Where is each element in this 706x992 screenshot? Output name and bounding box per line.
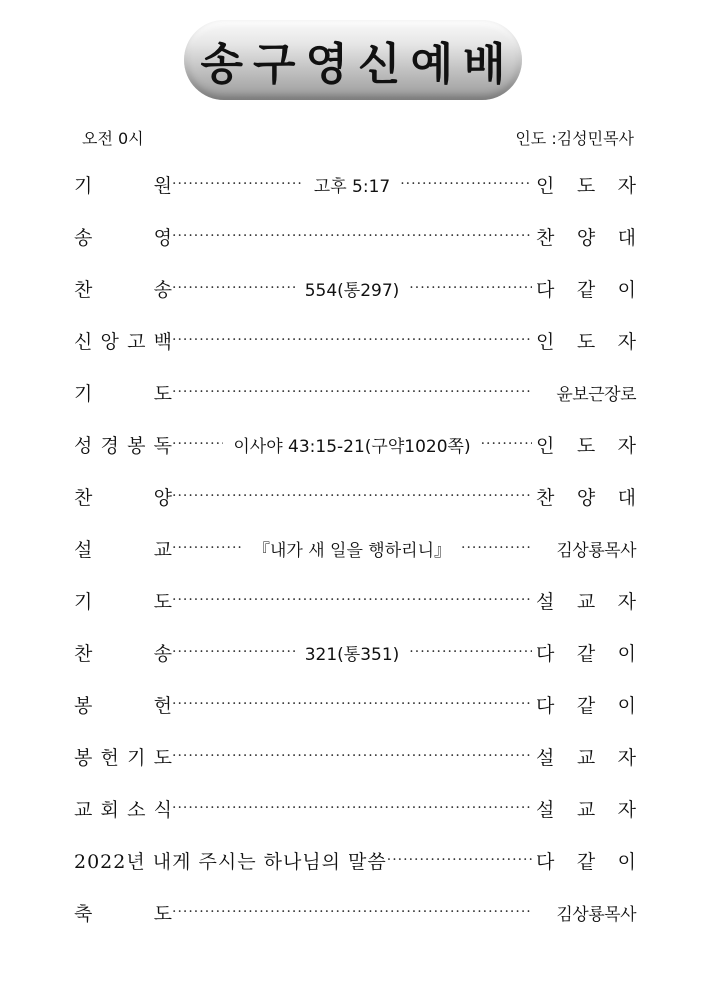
service-row	[74, 158, 636, 210]
title-banner	[184, 20, 522, 100]
row-responsible: 인 도 자	[536, 434, 636, 457]
row-responsible: 다 같 이	[536, 850, 636, 873]
row-label: 기 원	[74, 174, 172, 197]
service-row	[74, 678, 636, 730]
row-label: 찬 송	[74, 278, 172, 301]
row-content: 이사야 43:15-21(구약1020쪽)	[233, 436, 471, 457]
page-title: 송구영신예배	[200, 39, 516, 90]
row-content: 『내가 새 일을 행하리니』	[252, 540, 451, 561]
service-row	[74, 262, 636, 314]
service-leader: 인도 :김성민목사	[515, 129, 634, 148]
service-row	[74, 626, 636, 678]
leader-dots	[172, 748, 532, 764]
row-content: 554(통297)	[304, 280, 400, 301]
leader-dots	[172, 384, 532, 400]
service-row	[74, 522, 636, 574]
leader-dots	[172, 536, 532, 561]
service-row	[74, 210, 636, 262]
row-responsible: 인 도 자	[536, 330, 636, 353]
leader-dots	[172, 172, 532, 197]
row-responsible: 인 도 자	[536, 174, 636, 197]
leader-dots	[172, 696, 532, 712]
leader-dots	[172, 592, 532, 608]
row-responsible: 윤보근장로	[556, 384, 636, 405]
row-responsible: 김상룡목사	[556, 904, 636, 925]
service-row	[74, 418, 636, 470]
service-row	[74, 574, 636, 626]
leader-dots	[172, 228, 532, 244]
row-responsible: 김상룡목사	[556, 540, 636, 561]
service-row	[74, 886, 636, 938]
service-row	[74, 366, 636, 418]
leader-dots	[172, 488, 532, 504]
row-responsible: 설 교 자	[536, 798, 636, 821]
service-time: 오전 0시	[82, 129, 144, 148]
row-responsible: 설 교 자	[536, 590, 636, 613]
leader-dots	[172, 332, 532, 348]
leader-dots	[172, 800, 532, 816]
leader-dots	[172, 432, 532, 457]
row-label: 설 교	[74, 538, 172, 561]
row-responsible: 다 같 이	[536, 694, 636, 717]
row-label: 성 경 봉 독	[74, 434, 172, 457]
row-responsible: 찬 양 대	[536, 226, 636, 249]
row-responsible: 다 같 이	[536, 642, 636, 665]
row-content: 고후 5:17	[313, 176, 391, 197]
leader-dots	[172, 904, 532, 920]
row-content: 321(통351)	[304, 644, 400, 665]
row-label: 기 도	[74, 382, 172, 405]
service-row	[74, 470, 636, 522]
row-label: 축 도	[74, 902, 172, 925]
row-label: 기 도	[74, 590, 172, 613]
service-row	[74, 834, 636, 886]
row-label: 송 영	[74, 226, 172, 249]
row-responsible: 찬 양 대	[536, 486, 636, 509]
row-label: 봉 헌	[74, 694, 172, 717]
row-label: 신 앙 고 백	[74, 330, 172, 353]
service-row	[74, 314, 636, 366]
row-responsible: 다 같 이	[536, 278, 636, 301]
row-label: 찬 양	[74, 486, 172, 509]
row-label: 봉 헌 기 도	[74, 746, 172, 769]
row-responsible: 설 교 자	[536, 746, 636, 769]
service-row	[74, 782, 636, 834]
row-label: 2022년 내게 주시는 하나님의 말씀	[74, 850, 387, 873]
leader-dots	[172, 276, 532, 301]
leader-dots	[172, 640, 532, 665]
row-label: 찬 송	[74, 642, 172, 665]
order-of-service	[74, 158, 636, 938]
row-label: 교 회 소 식	[74, 798, 172, 821]
service-info	[82, 126, 634, 149]
service-row	[74, 730, 636, 782]
leader-dots	[387, 852, 532, 868]
